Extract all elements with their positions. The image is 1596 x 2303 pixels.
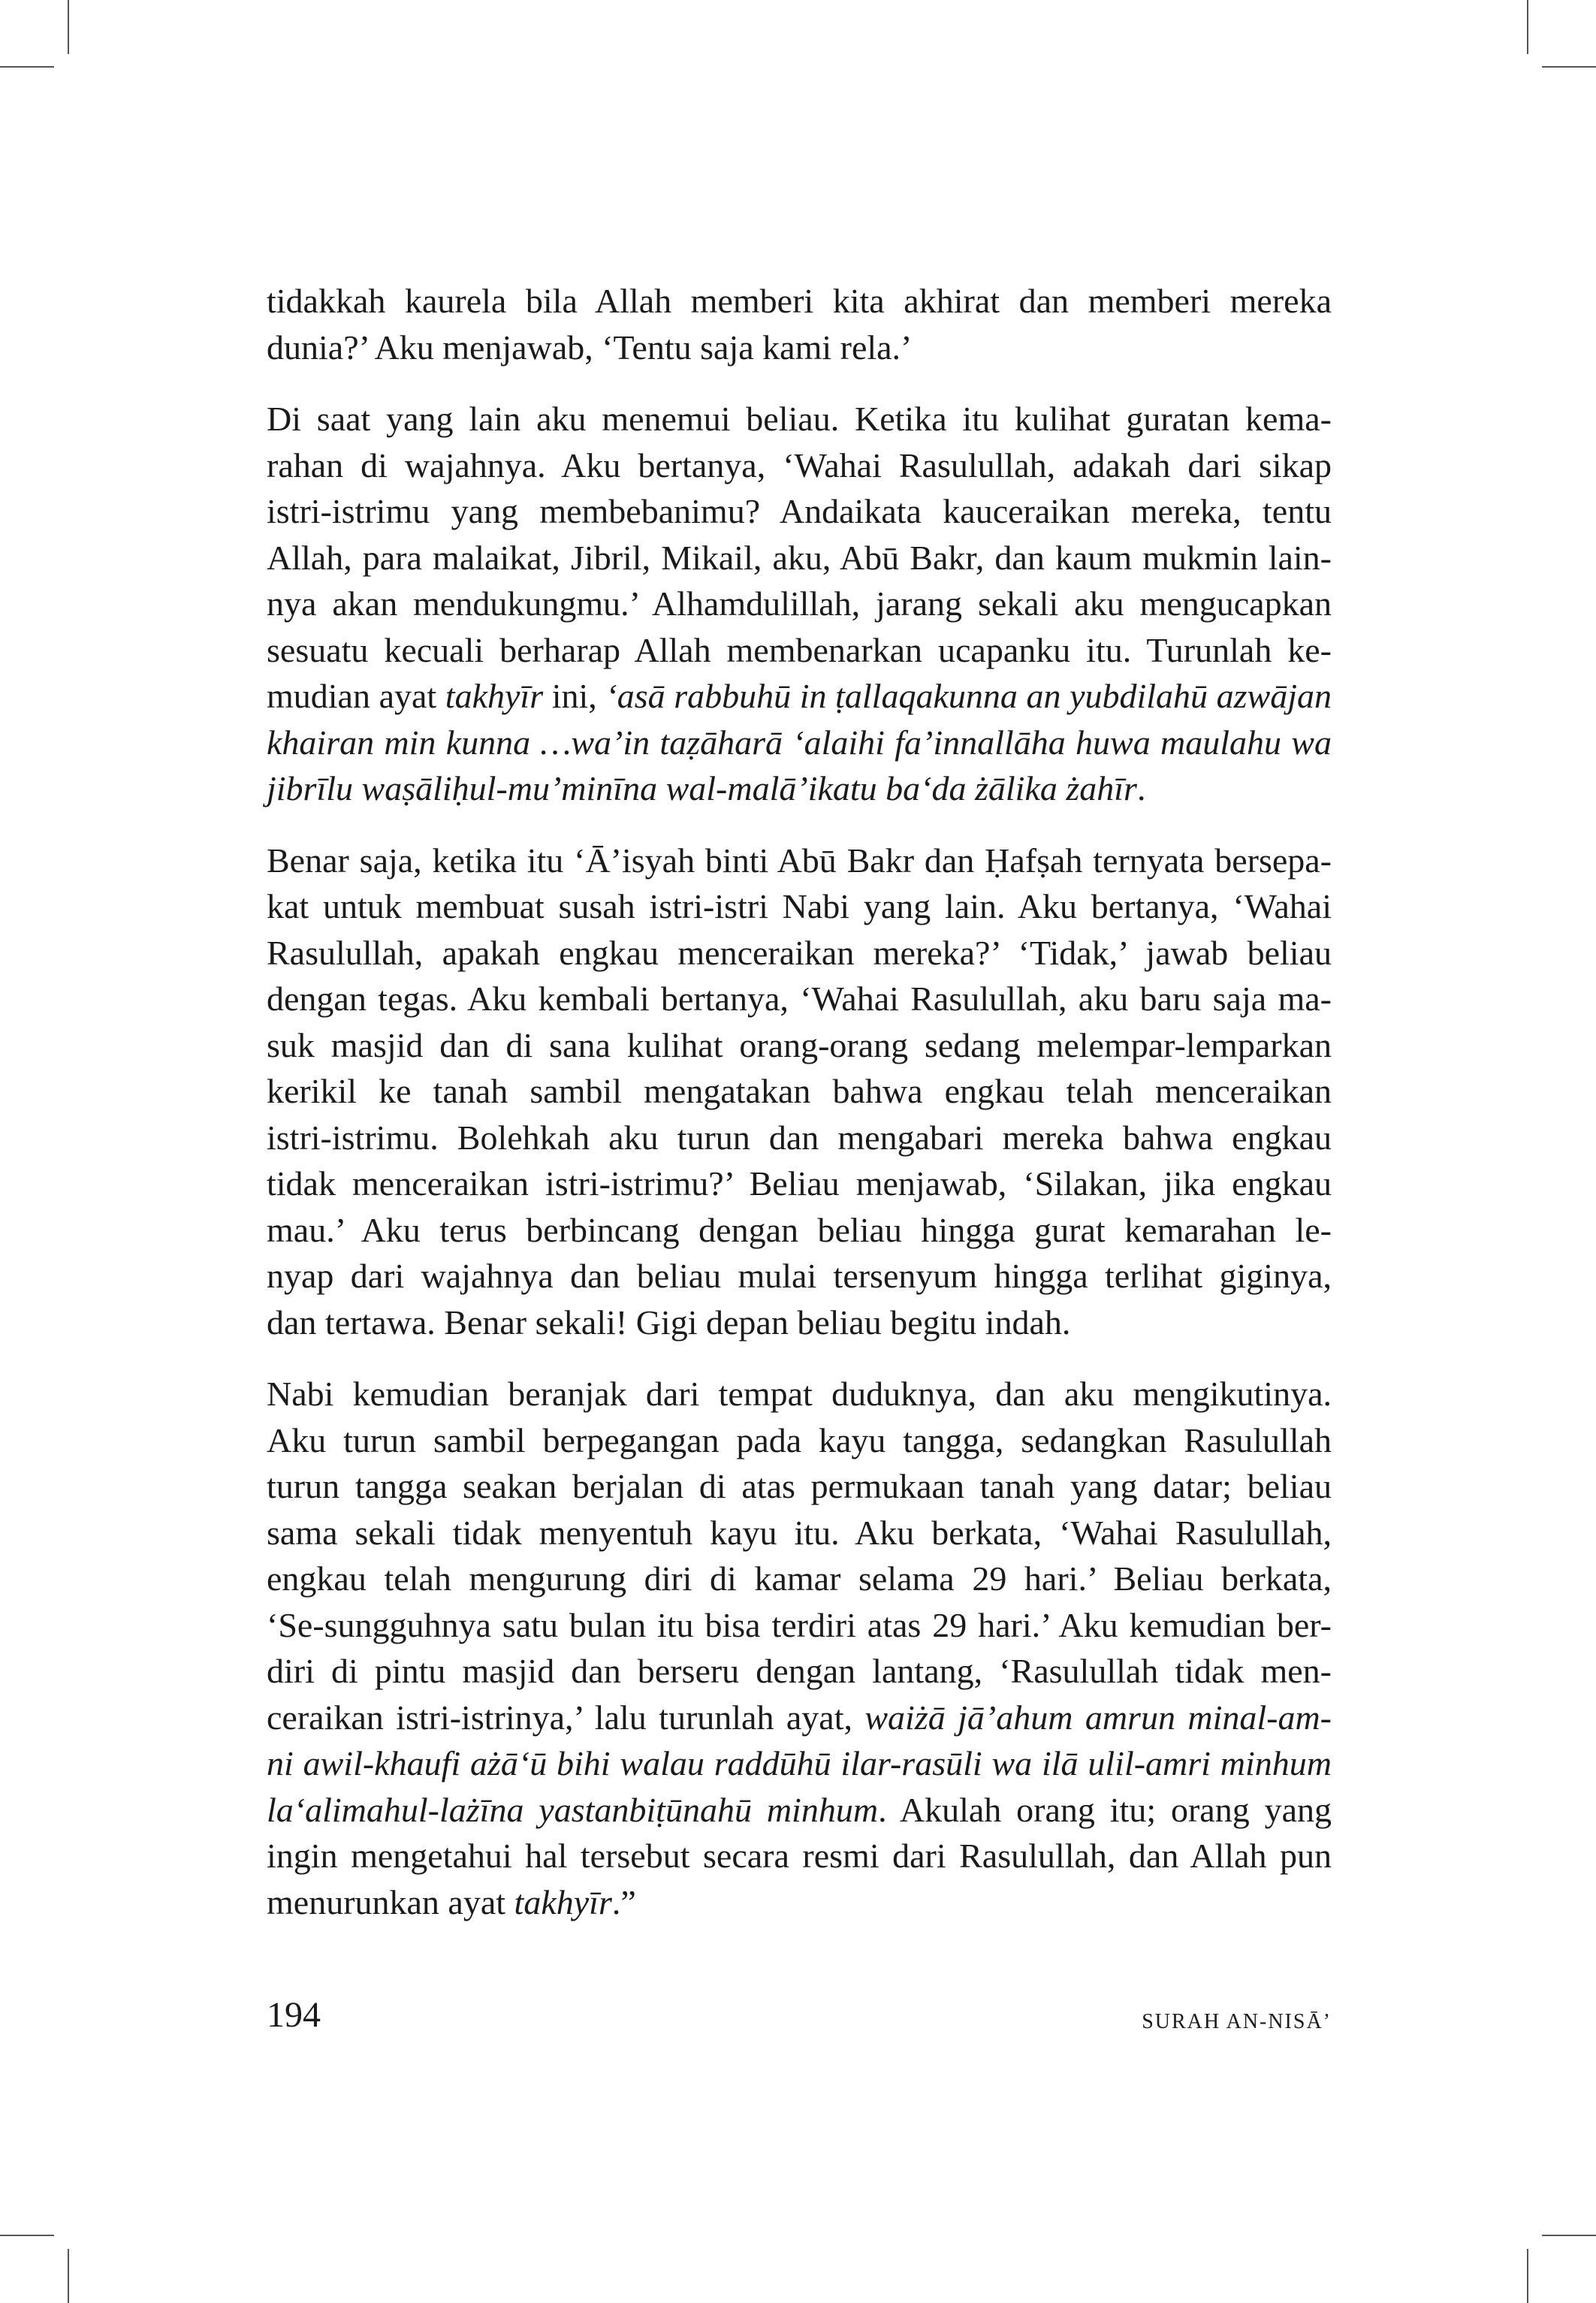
text-line — [267, 673, 1332, 720]
text-line — [267, 442, 1332, 489]
text-span: dan tertawa. Benar sekali! Gigi depan beliau begitu indah. — [267, 1302, 1071, 1342]
text-span: tidakkah kaurela bila Allah memberi kita akhirat dan memberi mereka — [267, 282, 1332, 320]
italic-text: waiżā jā’ahum amrun minal-am- — [864, 1698, 1332, 1737]
text-span: rahan di wajahnya. Aku bertanya, ‘Wahai Rasulullah, adakah dari sikap — [267, 445, 1332, 484]
text-span: mudian ayat — [267, 677, 445, 715]
text-span: nyap dari wajahnya dan beliau mulai tersenyum hingga terlihat giginya, — [267, 1257, 1332, 1295]
text-span: sama sekali tidak menyentuh kayu itu. Aku berkata, ‘Wahai Rasulullah, — [267, 1513, 1332, 1552]
text-line — [267, 488, 1332, 535]
italic-text: takhyīr — [445, 677, 544, 715]
crop-mark-top-right-vertical — [1527, 0, 1528, 54]
text-line — [267, 976, 1332, 1022]
crop-mark-bottom-left-horizontal — [0, 2235, 54, 2236]
text-line — [267, 1740, 1332, 1787]
text-line — [267, 930, 1332, 976]
text-span: kat untuk membuat susah istri-istri Nabi yang lain. Aku bertanya, ‘Wahai — [267, 887, 1332, 925]
text-span: .” — [611, 1882, 636, 1921]
text-line — [267, 1207, 1332, 1254]
text-line — [267, 278, 1332, 324]
paragraph — [267, 838, 1332, 1346]
text-line — [267, 1510, 1332, 1556]
page-number: 194 — [267, 1995, 321, 2035]
text-span: . — [1136, 769, 1146, 807]
italic-text: ni awil-khaufi ażā‘ū bihi walau raddūhū ilar-rasūli wa ilā ulil-amri minhum — [267, 1744, 1332, 1782]
italic-text: khairan min kunna …wa’in taẓāharā ‘alaihi fa’innallāha huwa maulahu wa — [267, 723, 1332, 762]
text-span: istri-istrimu yang membebanimu? Andaikata kauceraikan mereka, tentu — [267, 492, 1332, 530]
italic-text: jibrīlu waṣāliḥul-mu’minīna wal-malā’ikatu ba‘da żālika żahīr — [267, 769, 1137, 807]
crop-mark-top-left-vertical — [68, 0, 69, 54]
italic-text: la‘alimahul-lażīna yastanbiṭūnahū minhum — [267, 1790, 879, 1829]
text-line — [267, 1022, 1332, 1069]
text-line — [267, 1371, 1332, 1417]
text-span: Aku turun sambil berpegangan pada kayu tangga, sedangkan Rasulullah — [267, 1420, 1332, 1459]
paragraph — [267, 278, 1332, 370]
crop-mark-bottom-left-vertical — [68, 2249, 69, 2303]
text-line — [267, 720, 1332, 766]
text-line — [267, 1556, 1332, 1602]
text-span: dengan tegas. Aku kembali bertanya, ‘Wahai Rasulullah, aku baru saja ma- — [267, 979, 1332, 1018]
text-line — [267, 1463, 1332, 1510]
text-span: ini, — [543, 677, 606, 715]
text-line — [267, 1417, 1332, 1464]
text-span: . Akulah orang itu; orang yang — [878, 1790, 1332, 1829]
text-line — [267, 324, 1332, 371]
text-span: ingin mengetahui hal tersebut secara resmi dari Rasulullah, dan Allah pun — [267, 1837, 1332, 1875]
text-span: dunia?’ Aku menjawab, ‘Tentu saja kami rela.’ — [267, 327, 913, 367]
text-span: Di saat yang lain aku menemui beliau. Ketika itu kulihat guratan kema- — [267, 400, 1332, 438]
text-span: engkau telah mengurung diri di kamar selama 29 hari.’ Beliau berkata, — [267, 1559, 1332, 1598]
text-line — [267, 1068, 1332, 1115]
crop-mark-bottom-right-horizontal — [1542, 2235, 1596, 2236]
italic-text: ‘asā rabbuhū in ṭallaqakunna an yubdilahū azwājan — [605, 677, 1332, 715]
text-span: nya akan mendukungmu.’ Alhamdulillah, jarang sekali aku mengucapkan — [267, 584, 1332, 623]
text-line — [267, 1299, 1332, 1346]
text-line — [267, 1253, 1332, 1299]
text-line — [267, 838, 1332, 884]
text-line — [267, 396, 1332, 442]
text-line — [267, 627, 1332, 674]
crop-mark-bottom-right-vertical — [1527, 2249, 1528, 2303]
text-line — [267, 765, 1332, 812]
text-span: istri-istrimu. Bolehkah aku turun dan mengabari mereka bahwa engkau — [267, 1118, 1332, 1157]
text-span: ceraikan istri-istrinya,’ lalu turunlah ayat, — [267, 1698, 865, 1737]
italic-text: takhyīr — [514, 1882, 612, 1921]
text-span: diri di pintu masjid dan berseru dengan lantang, ‘Rasulullah tidak men- — [267, 1652, 1332, 1690]
text-line — [267, 1879, 1332, 1926]
text-line — [267, 1161, 1332, 1207]
crop-mark-top-left-horizontal — [0, 66, 54, 68]
text-line — [267, 1695, 1332, 1741]
text-span: ‘Se-sungguhnya satu bulan itu bisa terdiri atas 29 hari.’ Aku kemudian ber- — [267, 1605, 1332, 1644]
text-line — [267, 581, 1332, 627]
text-span: kerikil ke tanah sambil mengatakan bahwa engkau telah menceraikan — [267, 1072, 1332, 1110]
paragraph — [267, 1371, 1332, 1925]
text-line — [267, 1602, 1332, 1649]
text-span: tidak menceraikan istri-istrimu?’ Beliau menjawab, ‘Silakan, jika engkau — [267, 1164, 1332, 1203]
paragraph — [267, 396, 1332, 812]
text-span: Nabi kemudian beranjak dari tempat duduknya, dan aku mengikutinya. — [267, 1375, 1332, 1413]
text-line — [267, 1833, 1332, 1879]
body-text — [267, 278, 1332, 1951]
text-line — [267, 1115, 1332, 1161]
running-footer-title: SURAH AN-NISĀ’ — [1142, 2010, 1332, 2033]
text-span: Allah, para malaikat, Jibril, Mikail, aku, Abū Bakr, dan kaum mukmin lain- — [267, 538, 1332, 577]
text-span: mau.’ Aku terus berbincang dengan beliau hingga gurat kemarahan le- — [267, 1210, 1332, 1249]
text-span: Rasulullah, apakah engkau menceraikan mereka?’ ‘Tidak,’ jawab beliau — [267, 933, 1332, 972]
text-span: menurunkan ayat — [267, 1882, 514, 1921]
crop-mark-top-right-horizontal — [1542, 66, 1596, 68]
text-line — [267, 1787, 1332, 1834]
text-line — [267, 883, 1332, 930]
text-span: turun tangga seakan berjalan di atas permukaan tanah yang datar; beliau — [267, 1467, 1332, 1505]
text-span: suk masjid dan di sana kulihat orang-orang sedang melempar-lemparkan — [267, 1025, 1332, 1064]
text-span: Benar saja, ketika itu ‘Ā’isyah binti Abū Bakr dan Ḥafṣah ternyata bersepa- — [267, 841, 1332, 880]
text-line — [267, 535, 1332, 581]
text-line — [267, 1648, 1332, 1695]
text-span: sesuatu kecuali berharap Allah membenarkan ucapanku itu. Turunlah ke- — [267, 630, 1332, 669]
